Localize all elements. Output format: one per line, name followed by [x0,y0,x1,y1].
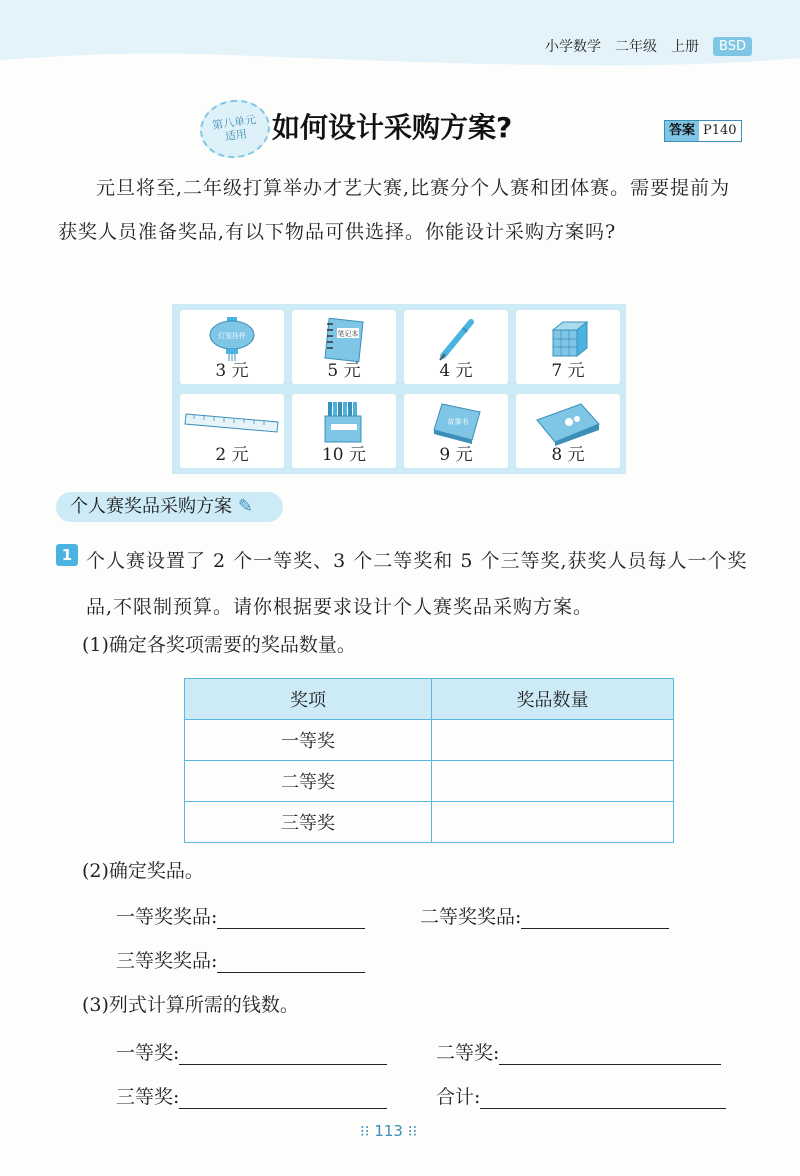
table-cell-quantity[interactable] [432,802,674,843]
header-subject: 小学数学 [545,39,602,55]
header-grade: 二年级 [615,39,658,55]
table-header: 奖项 [185,679,432,720]
fill-second-prize-item [420,902,669,929]
table-header-row [185,679,674,720]
item-pencil-box [292,394,396,468]
page-ornament-right-icon: ⁝⁝ [402,1122,418,1140]
answer-blank[interactable] [499,1042,721,1065]
items-grid [172,304,626,474]
fill-third-prize-item [116,946,365,973]
table-cell-prize: 二等奖 [185,761,432,802]
table-cell-quantity[interactable] [432,761,674,802]
question-text: 个人赛设置了 2 个一等奖、3 个二等奖和 5 个三等奖,获奖人员每人一个奖品,不限制预算。请你根据要求设计个人赛奖品采购方案。 [86,550,748,618]
header-meta [545,36,752,56]
header-volume: 上册 [671,39,700,55]
header-band [0,0,800,70]
ruler-icon [184,408,280,438]
item-price: 2 元 [215,445,249,465]
item-price: 3 元 [215,361,249,381]
answer-blank[interactable] [217,906,365,929]
unit-seal-line2: 适用 [224,127,248,144]
page-number-wrapper [360,1122,417,1140]
answer-blank[interactable] [217,950,365,973]
fill-label: 三等奖奖品: [116,950,218,972]
unit-seal [196,95,273,162]
item-cube [516,310,620,384]
prize-table [184,678,674,843]
item-book [404,394,508,468]
fill-label: 二等奖: [436,1042,500,1064]
table-cell-quantity[interactable] [432,720,674,761]
item-ruler [180,394,284,468]
item-pen [404,310,508,384]
fill-first-prize-cost [116,1038,387,1065]
item-notebook [292,310,396,384]
item-pencil-case [516,394,620,468]
fill-second-prize-cost [436,1038,721,1065]
fill-third-prize-cost [116,1082,387,1109]
answer-label: 答案 [665,121,699,141]
fill-label: 二等奖奖品: [420,906,522,928]
edition-badge: BSD [713,37,752,56]
fill-label: 一等奖奖品: [116,906,218,928]
answer-blank[interactable] [521,906,669,929]
table-header: 奖品数量 [432,679,674,720]
question-number: 1 [56,544,78,566]
item-price: 7 元 [551,361,585,381]
item-price: 4 元 [439,361,473,381]
table-row [185,761,674,802]
item-price: 5 元 [327,361,361,381]
fill-first-prize-item [116,902,365,929]
fill-label: 一等奖: [116,1042,180,1064]
fill-total-cost [436,1082,726,1109]
page-ornament-left-icon: ⁝⁝ [360,1122,375,1140]
page-title: 如何设计采购方案? [272,111,513,144]
table-row [185,720,674,761]
intro-paragraph: 元旦将至,二年级打算举办才艺大赛,比赛分个人赛和团体赛。需要提前为获奖人员准备奖品,有以下物品可供选择。你能设计采购方案吗? [58,177,731,243]
answer-blank[interactable] [179,1086,387,1109]
section-label: 个人赛奖品采购方案 [70,496,232,517]
item-price: 8 元 [551,445,585,465]
subquestion-1: (1)确定各奖项需要的奖品数量。 [82,634,356,656]
table-cell-prize: 三等奖 [185,802,432,843]
subquestion-2: (2)确定奖品。 [82,860,204,882]
fill-label: 合计: [436,1086,481,1108]
table-row [185,802,674,843]
page-number: 113 [374,1122,403,1140]
section-tag [56,492,283,522]
pencil-icon: ✎ [238,496,254,517]
unit-seal-line1: 第八单元 [211,113,257,133]
answer-page: P140 [703,123,737,138]
answer-tag[interactable] [664,120,742,142]
answer-blank[interactable] [179,1042,387,1065]
notebook-text: 笔记本 [337,330,359,338]
subquestion-3: (3)列式计算所需的钱数。 [82,994,299,1016]
fill-label: 三等奖: [116,1086,180,1108]
book-text: 故事书 [447,418,469,426]
answer-blank[interactable] [480,1086,726,1109]
table-cell-prize: 一等奖 [185,720,432,761]
item-price: 10 元 [321,445,367,465]
item-lantern [180,310,284,384]
item-price: 9 元 [439,445,473,465]
lantern-text: 灯笼挂件 [218,332,246,340]
